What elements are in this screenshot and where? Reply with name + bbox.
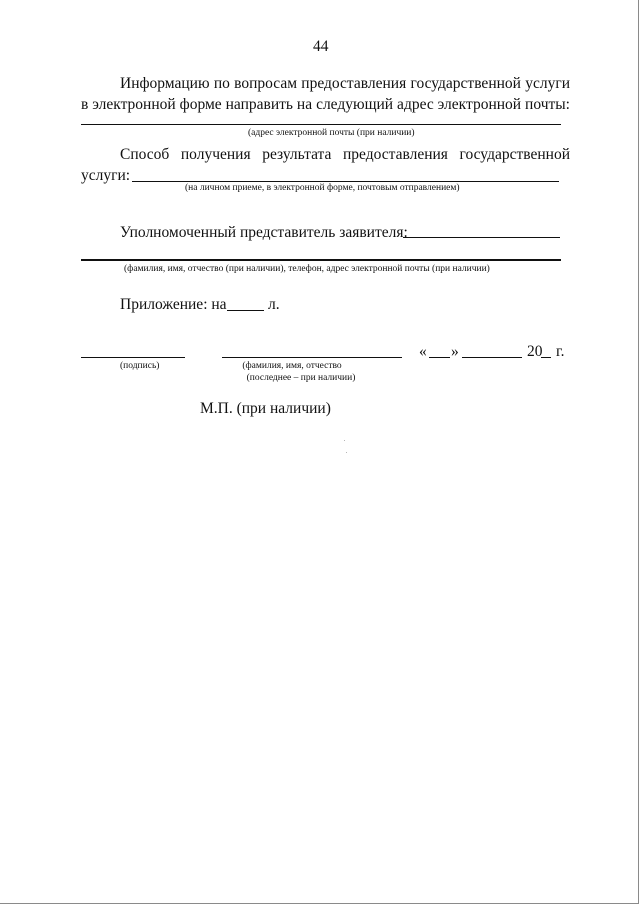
method-label: услуги: xyxy=(81,167,131,184)
email-field-caption: (адрес электронной почты (при наличии) xyxy=(248,128,415,138)
representative-field-caption: (фамилия, имя, отчество (при наличии), телефон, адрес электронной почты (при наличии) xyxy=(124,264,490,274)
representative-field-line[interactable] xyxy=(81,259,561,261)
date-close-quote: » xyxy=(451,343,459,360)
date-open-quote: « xyxy=(419,343,427,360)
stamp-label: М.П. (при наличии) xyxy=(200,400,331,417)
scan-speck xyxy=(346,452,347,453)
date-day-line[interactable] xyxy=(429,357,450,358)
signature-caption: (подпись) xyxy=(120,361,160,371)
full-name-caption-2: (последнее – при наличии) xyxy=(246,373,356,383)
email-info-line-2: в электронной форме направить на следующий адрес электронной почты: xyxy=(81,96,570,113)
date-month-line[interactable] xyxy=(462,357,522,358)
attachment-count-line[interactable] xyxy=(227,310,264,311)
scan-speck xyxy=(344,440,345,441)
email-info-line-1: Информацию по вопросам предоставления государственной услуги xyxy=(120,75,570,92)
full-name-caption-1: (фамилия, имя, отчество xyxy=(242,361,342,371)
method-field-caption: (на личном приеме, в электронной форме, почтовым отправлением) xyxy=(185,183,460,193)
representative-label: Уполномоченный представитель заявителя: xyxy=(120,224,408,241)
method-field-line[interactable] xyxy=(132,181,559,182)
email-field-line[interactable] xyxy=(81,124,561,125)
attachment-suffix: л. xyxy=(268,296,280,313)
date-year-line[interactable] xyxy=(541,357,551,358)
attachment-prefix: Приложение: на xyxy=(120,296,227,313)
date-year-suffix: г. xyxy=(556,343,565,360)
date-year-prefix: 20 xyxy=(527,343,543,360)
page-number: 44 xyxy=(313,38,329,55)
full-name-line[interactable] xyxy=(222,357,402,358)
method-line-1: Способ получения результата предоставления государственной xyxy=(120,146,570,163)
signature-line[interactable] xyxy=(81,357,185,358)
representative-inline-line[interactable] xyxy=(403,237,560,238)
